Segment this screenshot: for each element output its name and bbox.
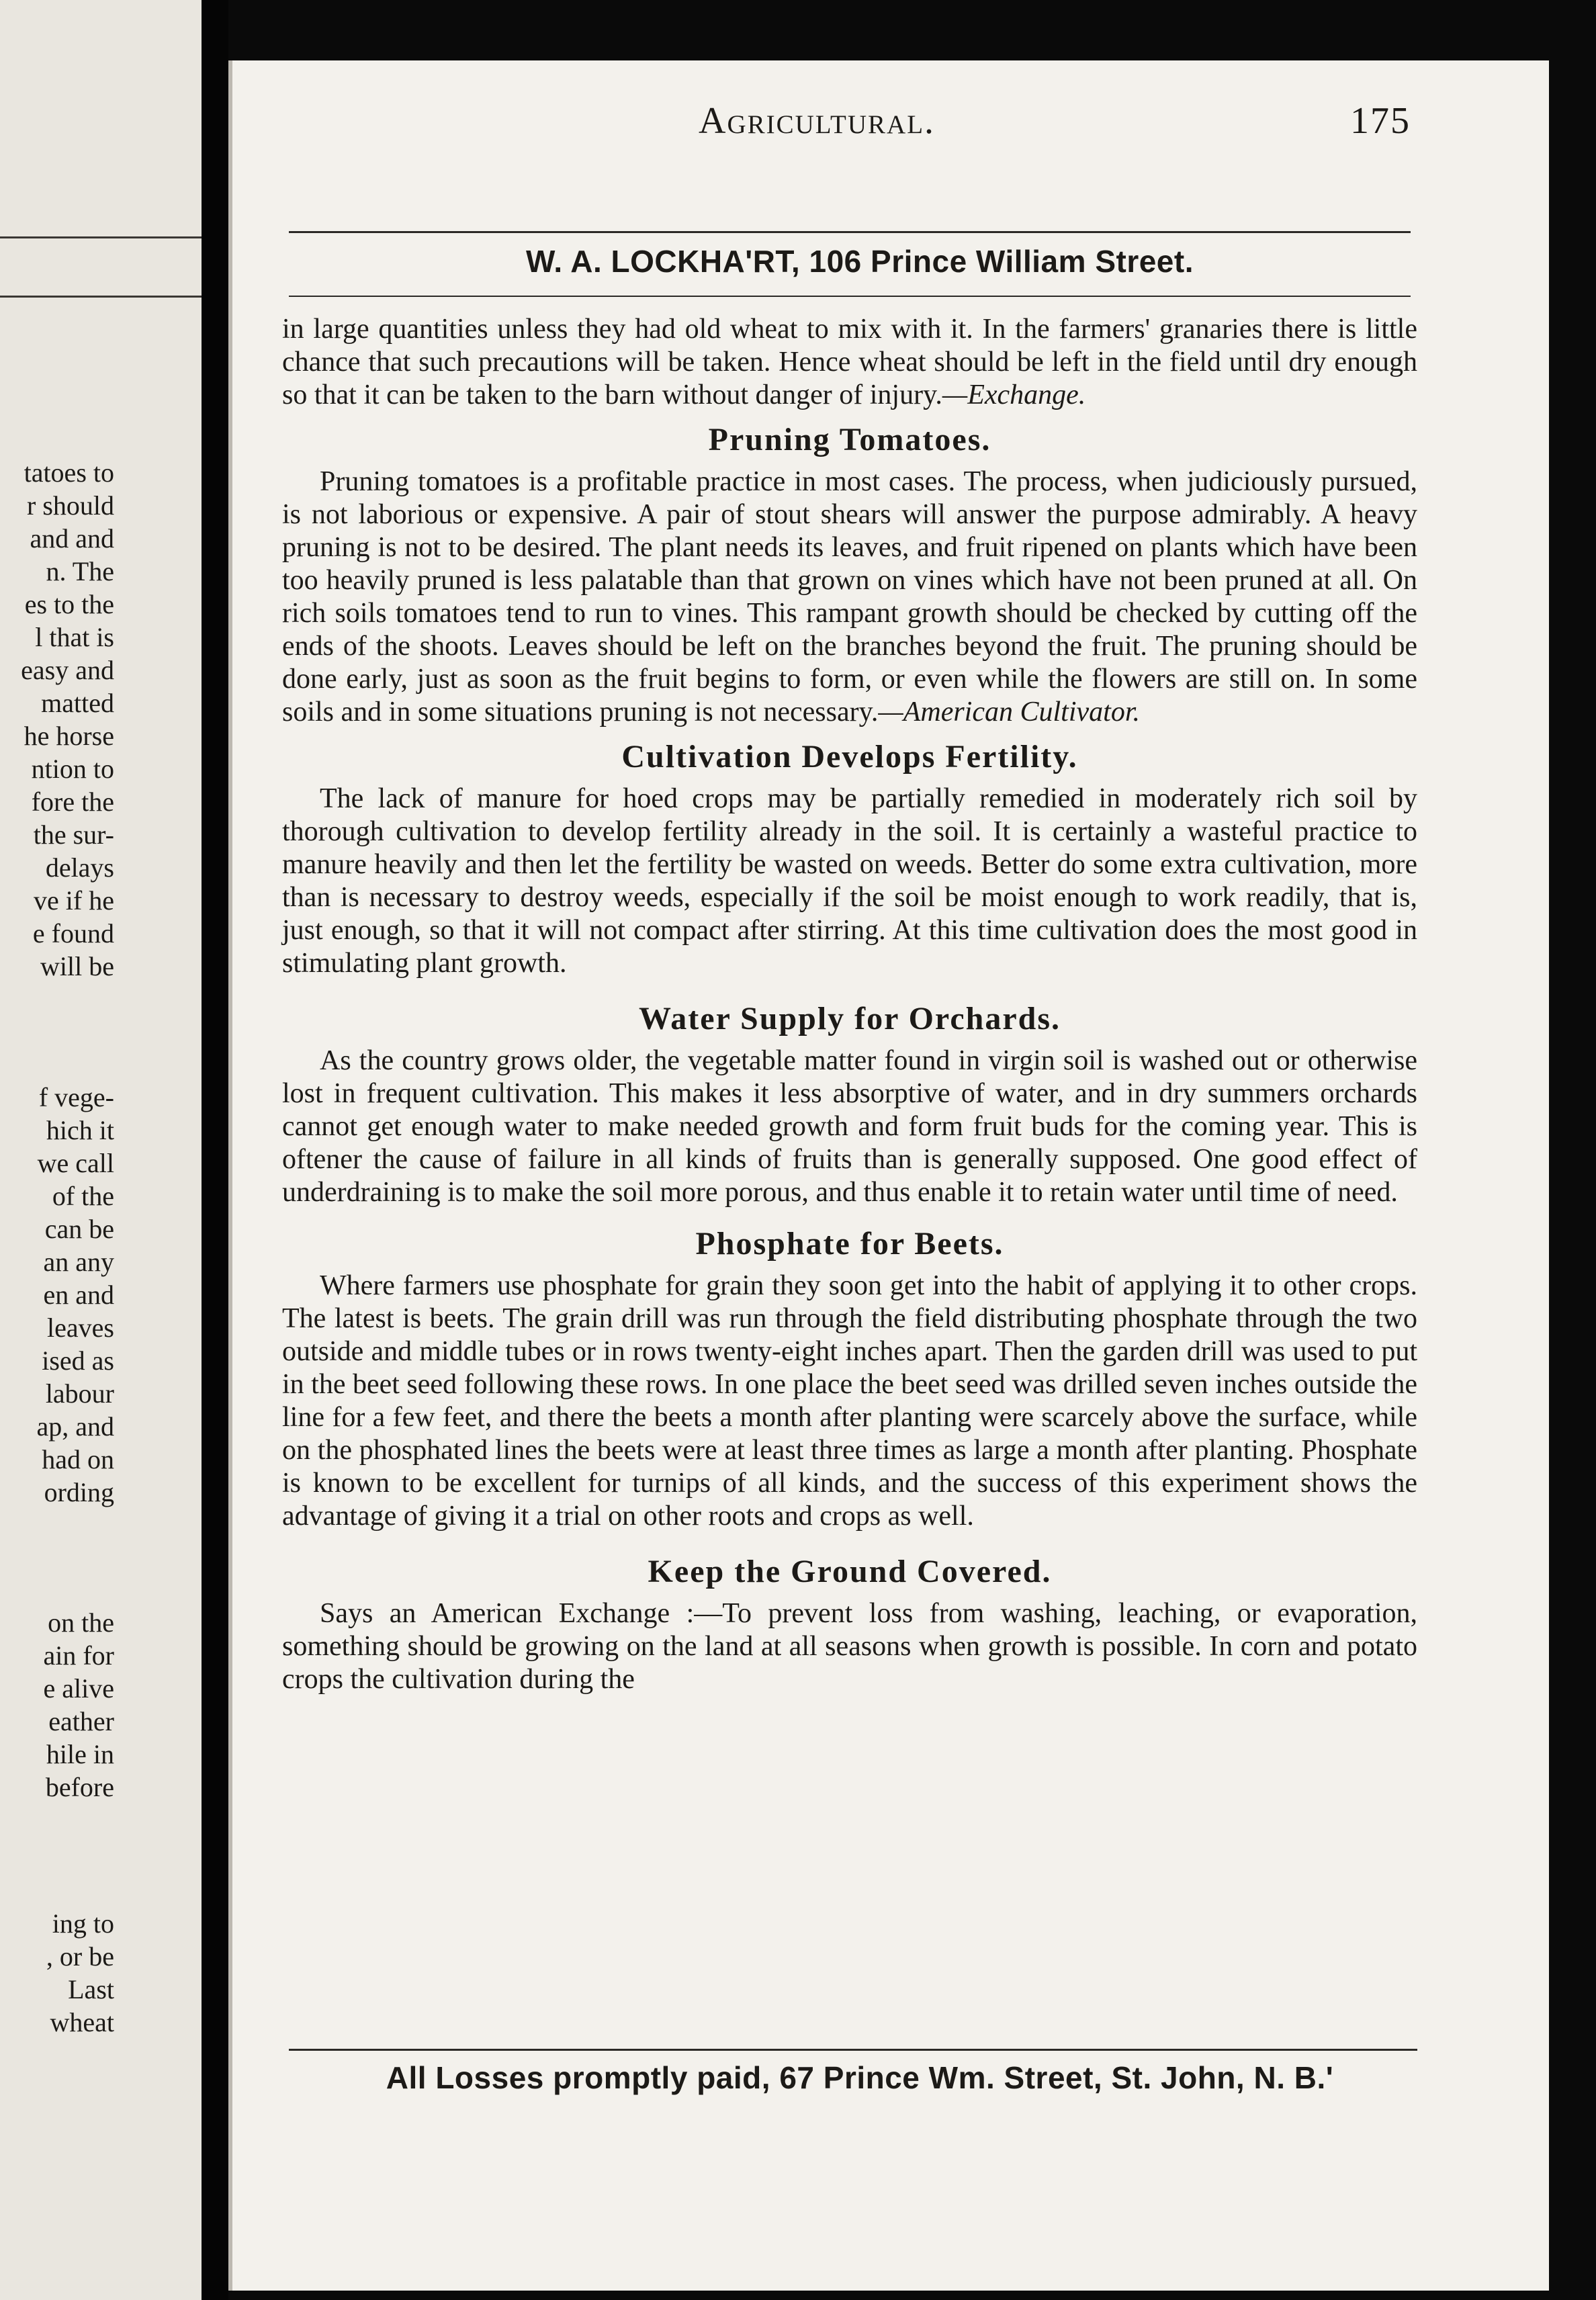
article-text: The lack of manure for hoed crops may be partially remedied in moderately rich soil by thorough cultivation to develop fertility already in the soil. It is certainly a wasteful practice to manure heavily and then let the fertility be wasted on weeds. Better do some extra cultivation, more than is necessary to destroy weeds, especially if the soil be moist enough to work readily, that is, just enough, so that it will not compact after stirring. At this time cultivation does the most good in stimulating plant growth. [282, 783, 1417, 979]
footer-rule [289, 2049, 1417, 2051]
left-page-line: we call [37, 1148, 114, 1178]
left-page-line: matted [41, 688, 114, 718]
article-paragraph [282, 1597, 1417, 1696]
article-paragraph [282, 1045, 1417, 1209]
left-page-line: he horse [24, 721, 114, 751]
article-text: in large quantities unless they had old wheat to mix with it. In the farmers' granaries there is little chance that such precautions will be taken. Hence wheat should be left in the field until dry enough so that it can be taken to the barn without danger of injury. [282, 314, 1417, 410]
left-page-line: had on [42, 1444, 114, 1474]
left-page-line: can be [44, 1214, 114, 1244]
left-page-line: n. The [46, 556, 114, 586]
page-number: 175 [1350, 100, 1411, 142]
left-page-line: tatoes to [24, 457, 114, 488]
article-heading: Phosphate for Beets. [695, 1226, 1004, 1262]
article-text: Says an American Exchange :—To prevent loss from washing, leaching, or evaporation, something should be growing on the land at all seasons when growth is possible. In corn and potato crops the cultivation during the [282, 1598, 1417, 1695]
header-rule [289, 296, 1411, 297]
left-page-line: labour [45, 1378, 114, 1409]
left-page-line: es to the [24, 589, 114, 619]
bottom-advertisement: All Losses promptly paid, 67 Prince Wm. Street, St. John, N. B.' [386, 2060, 1334, 2095]
left-page-line: ain for [43, 1640, 114, 1671]
left-page-line: delays [45, 852, 114, 883]
article-heading: Keep the Ground Covered. [648, 1554, 1052, 1589]
left-page-line: e alive [43, 1673, 114, 1704]
left-page-rule [0, 236, 202, 238]
left-page-line: an any [43, 1247, 114, 1277]
left-page-line: before [45, 1772, 114, 1802]
left-page-line: ised as [42, 1345, 114, 1376]
article-body [282, 313, 1417, 1696]
left-page-line: ap, and [36, 1411, 114, 1442]
left-page-line: f vege- [38, 1082, 114, 1112]
left-page-line: wheat [50, 2007, 114, 2037]
left-page-line: ntion to [31, 754, 114, 784]
left-page-line: ve if he [34, 885, 114, 916]
left-page-line: ing to [52, 1908, 114, 1939]
running-head-title: Agricultural. [699, 100, 936, 142]
left-page-line: en and [43, 1280, 114, 1310]
left-page-line: , or be [46, 1941, 114, 1972]
left-page-line: the sur- [33, 820, 114, 850]
left-page-line: leaves [47, 1313, 114, 1343]
article-text: As the country grows older, the vegetable matter found in virgin soil is washed out or otherwise lost in frequent cultivation. This makes it less absorptive of water, and in dry summers orchards cannot get enough water to make needed growth and form fruit buds for the coming year. This is oftener the cause of failure in all kinds of fruits than is generally supposed. One good effect of underdraining is to make the soil more porous, and thus enable it to retain water until time of need. [282, 1045, 1417, 1208]
left-page-line: e found [32, 918, 114, 948]
article-heading: Pruning Tomatoes. [708, 422, 991, 457]
book-gutter [202, 0, 228, 2300]
article-heading: Cultivation Develops Fertility. [621, 739, 1078, 775]
left-page-line: hich it [46, 1115, 114, 1145]
left-page-fragment [0, 0, 202, 2300]
article-source: —American Cultivator. [878, 697, 1141, 727]
left-page-line: ording [44, 1477, 114, 1507]
left-page-line: and and [30, 523, 114, 554]
article-text: Where farmers use phosphate for grain they soon get into the habit of applying it to other crops. The latest is beets. The grain drill was run through the field distributing phosphate through the two outside and middle tubes or in rows twenty-eight inches apart. Then the garden drill was used to put in the beet seed following these rows. In one place the beet seed was drilled seven inches outside the line for a few feet, and there the beets a month after planting were scarcely above the surface, while on the phosphated lines the beets were at least three times as large a month after planting. Phosphate is known to be excellent for turnips of all kinds, and the success of this experiment shows the advantage of giving it a trial on other roots and crops as well. [282, 1270, 1417, 1532]
article-paragraph [282, 466, 1417, 729]
left-page-line: eather [48, 1706, 114, 1736]
article-heading: Water Supply for Orchards. [638, 1001, 1061, 1036]
left-page-line: Last [68, 1974, 114, 2004]
article-source: —Exchange. [942, 380, 1086, 410]
left-page-line: easy and [21, 655, 114, 685]
left-page-line: of the [52, 1181, 114, 1211]
article-paragraph [282, 1270, 1417, 1533]
left-page-line: hile in [46, 1739, 114, 1769]
article-continuation [282, 313, 1417, 412]
header-rule [289, 231, 1411, 233]
left-page-line: on the [48, 1607, 114, 1638]
left-page-line: will be [40, 951, 114, 981]
left-page-line: r should [27, 490, 114, 521]
left-page-rule [0, 296, 202, 298]
article-paragraph [282, 783, 1417, 980]
article-text: Pruning tomatoes is a profitable practice in most cases. The process, when judiciously pursued, is not laborious or expensive. A pair of stout shears will answer the purpose admirably. A heavy pruning is not to be desired. The plant needs its leaves, and fruit ripened on plants which have been too heavily pruned is less palatable than that grown on vines which have not been pruned at all. On rich soils tomatoes tend to run to vines. This rampant growth should be checked by cutting off the ends of the shoots. Leaves should be left on the branches beyond the fruit. The pruning should be done early, just as soon as the fruit begins to form, or even while the flowers are still on. In some soils and in some situations pruning is not necessary. [282, 466, 1417, 727]
top-advertisement: W. A. LOCKHA'RT, 106 Prince William Street. [526, 244, 1194, 279]
left-page-line: fore the [31, 787, 114, 817]
left-page-line: l that is [35, 622, 114, 652]
